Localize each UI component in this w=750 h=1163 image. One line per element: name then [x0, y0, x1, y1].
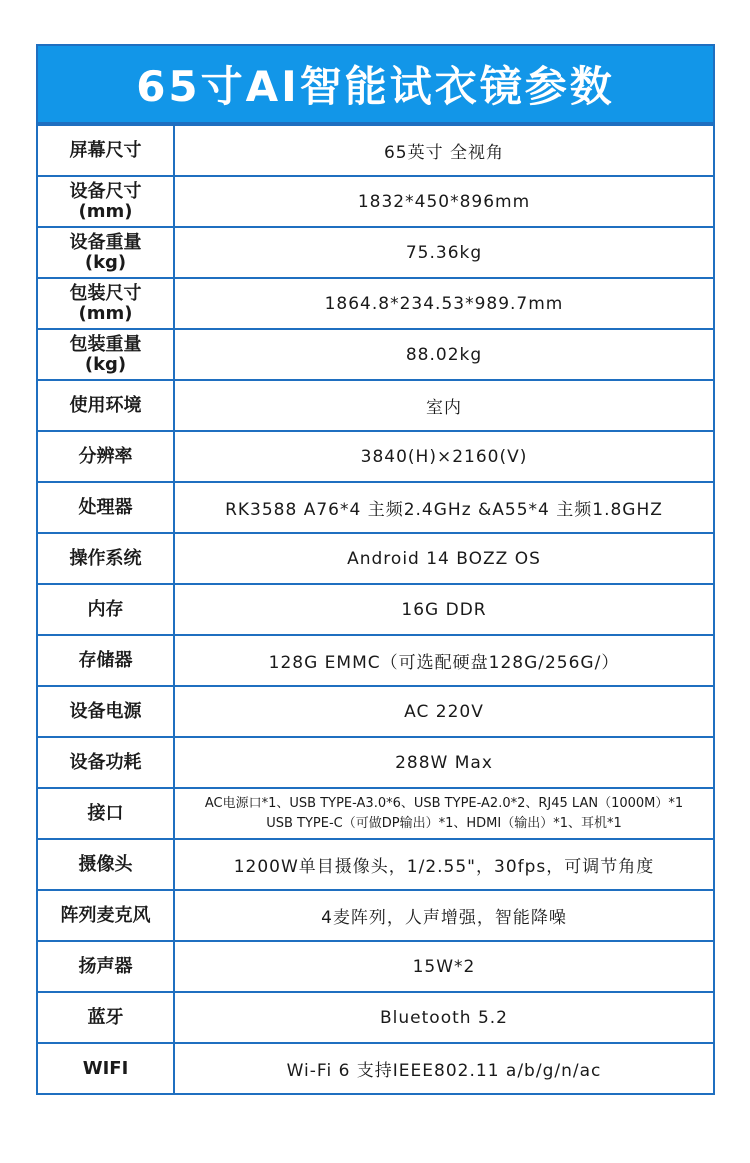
row-value: AC 220V [174, 686, 714, 737]
row-label: 设备重量 (kg) [37, 227, 174, 278]
row-label: 设备电源 [37, 686, 174, 737]
spec-row-device-size [37, 176, 714, 227]
row-value: 15W*2 [174, 941, 714, 992]
row-value: 4麦阵列，人声增强，智能降噪 [174, 890, 714, 941]
spec-row-screen-size [37, 125, 714, 176]
row-label: 接口 [37, 788, 174, 839]
spec-row-memory [37, 584, 714, 635]
spec-row-speaker [37, 941, 714, 992]
row-label: WIFI [37, 1043, 174, 1094]
row-label: 分辨率 [37, 431, 174, 482]
row-label: 设备功耗 [37, 737, 174, 788]
row-label: 设备尺寸 (mm) [37, 176, 174, 227]
row-label: 摄像头 [37, 839, 174, 890]
spec-row-storage [37, 635, 714, 686]
page-title: 65寸AI智能试衣镜参数 [136, 62, 615, 111]
row-value: 75.36kg [174, 227, 714, 278]
row-label: 内存 [37, 584, 174, 635]
row-value: 1832*450*896mm [174, 176, 714, 227]
row-label: 存储器 [37, 635, 174, 686]
row-value: 88.02kg [174, 329, 714, 380]
row-label: 屏幕尺寸 [37, 125, 174, 176]
row-value: Wi-Fi 6 支持IEEE802.11 a/b/g/n/ac [174, 1043, 714, 1094]
row-label: 扬声器 [37, 941, 174, 992]
row-value: 室内 [174, 380, 714, 431]
spec-row-interfaces [37, 788, 714, 839]
row-label: 蓝牙 [37, 992, 174, 1043]
spec-table [36, 124, 715, 1095]
row-label: 包装尺寸 (mm) [37, 278, 174, 329]
row-label: 使用环境 [37, 380, 174, 431]
row-value: 16G DDR [174, 584, 714, 635]
row-value: Bluetooth 5.2 [174, 992, 714, 1043]
row-label: 阵列麦克风 [37, 890, 174, 941]
row-label: 包装重量 (kg) [37, 329, 174, 380]
spec-row-resolution [37, 431, 714, 482]
spec-row-power-consumption [37, 737, 714, 788]
row-value: RK3588 A76*4 主频2.4GHz &A55*4 主频1.8GHZ [174, 482, 714, 533]
spec-row-package-size [37, 278, 714, 329]
row-value: 65英寸 全视角 [174, 125, 714, 176]
row-value: 1864.8*234.53*989.7mm [174, 278, 714, 329]
row-value: Android 14 BOZZ OS [174, 533, 714, 584]
row-label: 处理器 [37, 482, 174, 533]
spec-row-bluetooth [37, 992, 714, 1043]
row-value: AC电源口*1、USB TYPE-A3.0*6、USB TYPE-A2.0*2、RJ45 LAN（1000M）*1 USB TYPE-C（可做DP输出）*1、HDMI（输出）*1、耳机*1 [174, 788, 714, 839]
spec-row-camera [37, 839, 714, 890]
row-label: 操作系统 [37, 533, 174, 584]
spec-sheet [36, 44, 715, 1095]
row-value: 128G EMMC（可选配硬盘128G/256G/） [174, 635, 714, 686]
spec-row-os [37, 533, 714, 584]
title-bar [36, 44, 715, 124]
spec-row-wifi [37, 1043, 714, 1094]
row-value: 1200W单目摄像头，1/2.55"，30fps，可调节角度 [174, 839, 714, 890]
row-value: 288W Max [174, 737, 714, 788]
spec-row-microphone [37, 890, 714, 941]
spec-row-device-weight [37, 227, 714, 278]
spec-row-power-supply [37, 686, 714, 737]
spec-row-package-weight [37, 329, 714, 380]
spec-row-environment [37, 380, 714, 431]
row-value: 3840(H)×2160(V) [174, 431, 714, 482]
spec-row-processor [37, 482, 714, 533]
